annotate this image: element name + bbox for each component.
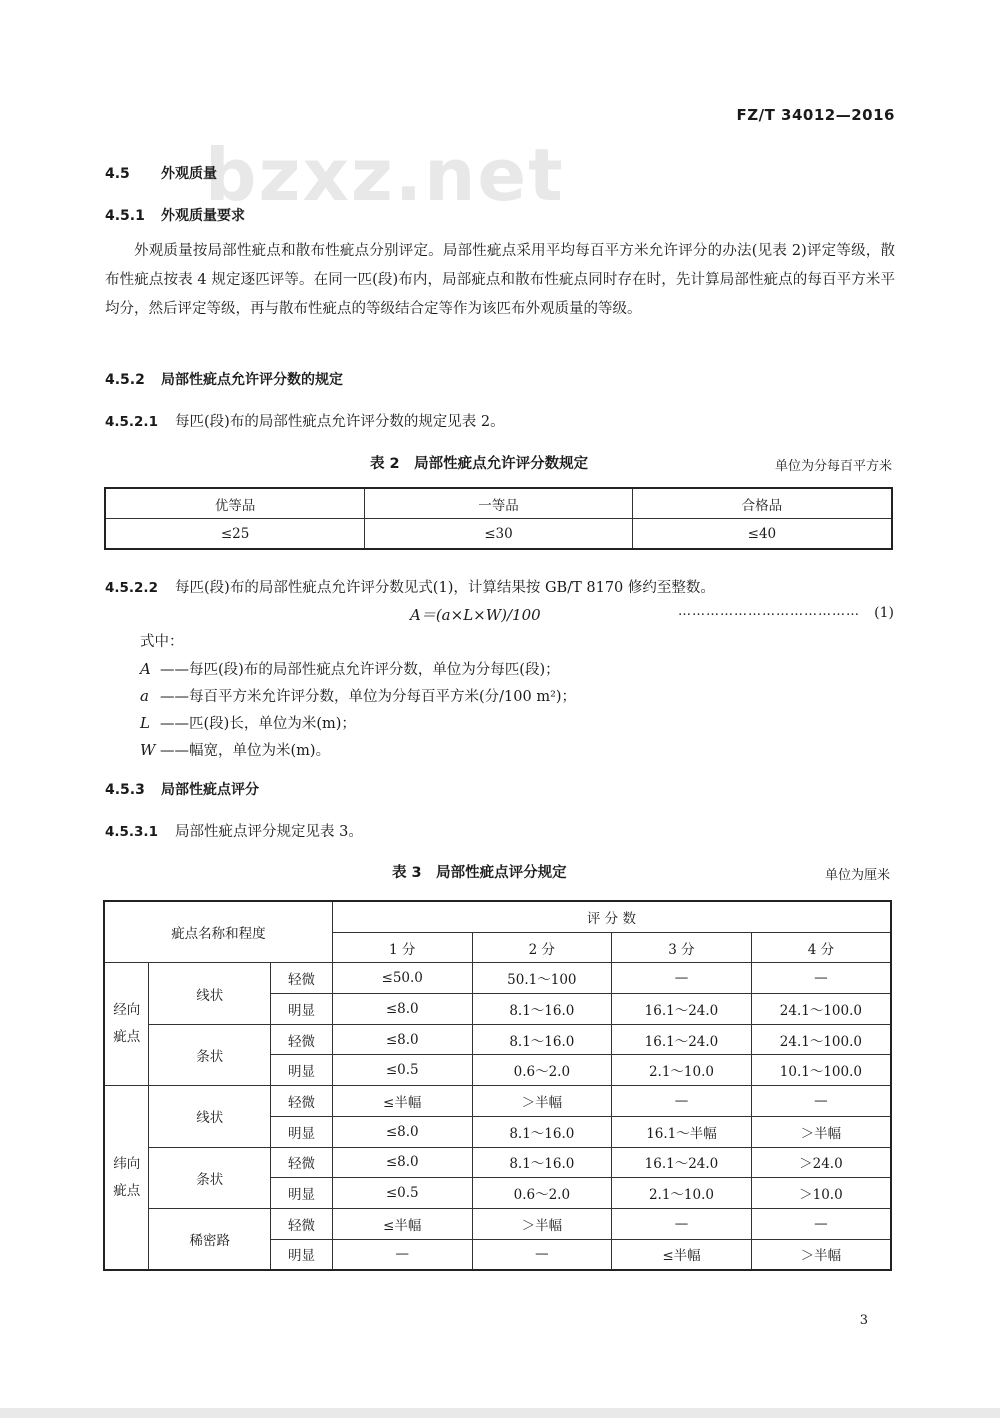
table3-score-cell: 24.1～100.0 (751, 994, 891, 1025)
section-text: 局部性疵点评分规定见表 3。 (175, 824, 363, 840)
table3-header-row (104, 901, 891, 932)
table3-degree-cell: 明显 (271, 1055, 333, 1086)
table3-score-column: 2 分 (472, 932, 612, 963)
table3-type-cell: 条状 (149, 1024, 271, 1085)
table3-score-cell: 16.1～24.0 (612, 1147, 752, 1178)
table3-score-cell: — (751, 1208, 891, 1239)
definition-symbol: A (140, 660, 151, 678)
table2-caption: 表 2 局部性疵点允许评分数规定 (370, 456, 589, 472)
section-number: 4.5.2.1 (105, 414, 158, 430)
table3-score-cell: 16.1～半幅 (612, 1116, 752, 1147)
table3-score-column: 3 分 (612, 932, 752, 963)
table3-degree-cell: 明显 (271, 1116, 333, 1147)
table3-degree-cell: 明显 (271, 1178, 333, 1209)
table3-score-cell: 2.1～10.0 (612, 1055, 752, 1086)
table3-score-cell: ＞半幅 (751, 1239, 891, 1270)
table3-score-cell: ＞半幅 (472, 1208, 612, 1239)
table3-degree-cell: 轻微 (271, 963, 333, 994)
section-text: 每匹(段)布的局部性疵点允许评分数的规定见表 2。 (175, 414, 505, 430)
section-4-5-3-heading (105, 779, 259, 799)
section-title: 局部性疵点评分 (161, 782, 259, 798)
table3-score-cell: — (332, 1239, 472, 1270)
section-text: 每匹(段)布的局部性疵点允许评分数见式(1)，计算结果按 GB/T 8170 修约至整数。 (175, 580, 715, 596)
table3-degree-cell: 轻微 (271, 1208, 333, 1239)
table3-score-header: 评 分 数 (332, 901, 891, 932)
section-number: 4.5 (105, 166, 130, 182)
page-bottom-edge (0, 1408, 1000, 1418)
table3-score-cell: 16.1～24.0 (612, 1024, 752, 1055)
table3-score-cell: ≤8.0 (332, 994, 472, 1025)
table3-group-cell: 纬向疵点 (104, 1086, 149, 1271)
definition-text: ——每百平方米允许评分数，单位为分每百平方米(分/100 m²)； (160, 689, 577, 705)
table3-score-cell: ≤8.0 (332, 1024, 472, 1055)
table3-score-cell: ＞10.0 (751, 1178, 891, 1209)
table2-header-cell: 优等品 (105, 488, 365, 519)
section-number: 4.5.2 (105, 372, 145, 388)
table3-score-cell: ≤半幅 (612, 1239, 752, 1270)
table3-score-cell: ≤0.5 (332, 1178, 472, 1209)
definition-row (140, 685, 576, 706)
section-title: 外观质量要求 (161, 208, 245, 224)
table3-score-cell: ≤半幅 (332, 1208, 472, 1239)
definition-symbol: a (140, 687, 149, 705)
section-4-5-heading (105, 163, 217, 183)
table-row (104, 1024, 891, 1055)
table3-caption: 表 3 局部性疵点评分规定 (392, 865, 567, 881)
definition-row (140, 658, 560, 679)
table3-score-cell: 8.1～16.0 (472, 1147, 612, 1178)
table3-unit: 单位为厘米 (824, 868, 890, 883)
section-title: 局部性疵点允许评分数的规定 (161, 372, 343, 388)
table3-degree-cell: 明显 (271, 994, 333, 1025)
formula-number: (1) (874, 605, 894, 621)
table3-score-cell: — (612, 1208, 752, 1239)
table3-score-cell: 8.1～16.0 (472, 1116, 612, 1147)
table3-score-cell: ≤8.0 (332, 1116, 472, 1147)
section-number: 4.5.3.1 (105, 824, 158, 840)
table2-value-cell: ≤30 (365, 519, 633, 550)
table3 (103, 900, 892, 1271)
table3-corner-header: 疵点名称和程度 (104, 901, 332, 963)
definition-row (140, 712, 356, 733)
table3-type-cell: 线状 (149, 963, 271, 1024)
table3-score-cell: — (751, 963, 891, 994)
table3-score-cell: ＞半幅 (472, 1086, 612, 1117)
table2-value-row (105, 519, 892, 550)
table3-score-cell: ≤50.0 (332, 963, 472, 994)
table3-score-cell: ≤0.5 (332, 1055, 472, 1086)
table3-score-cell: 2.1～10.0 (612, 1178, 752, 1209)
section-4-5-1-heading (105, 205, 245, 225)
table3-score-cell: 8.1～16.0 (472, 994, 612, 1025)
section-4-5-2-heading (105, 369, 343, 389)
table2-value-cell: ≤25 (105, 519, 365, 550)
table3-score-cell: ＞半幅 (751, 1116, 891, 1147)
section-number: 4.5.2.2 (105, 580, 158, 596)
table3-score-cell: 8.1～16.0 (472, 1024, 612, 1055)
where-label: 式中： (140, 634, 184, 650)
definition-symbol: W (140, 741, 156, 759)
definition-text: ——幅宽，单位为米(m)。 (160, 743, 331, 759)
formula-leader-dots: ………………………………… (678, 604, 860, 619)
table3-group-cell: 经向疵点 (104, 963, 149, 1086)
table-row (104, 1147, 891, 1178)
table3-type-cell: 条状 (149, 1147, 271, 1208)
table-row (104, 1086, 891, 1117)
section-4-5-1-paragraph: 外观质量按局部性疵点和散布性疵点分别评定。局部性疵点采用平均每百平方米允许评分的办法(见表 2)评定等级，散布性疵点按表 4 规定逐匹评等。在同一匹(段)布内，局部疵点和散布性疵点同时存在时，先计算局部性疵点的每百平方米平均分，然后评定等级，再与散布性疵点的等级结合定等作为该匹布外观质量的等级。 (105, 243, 895, 317)
table3-score-cell: 50.1～100 (472, 963, 612, 994)
table3-score-cell: — (751, 1086, 891, 1117)
table3-score-cell: 24.1～100.0 (751, 1024, 891, 1055)
table3-score-column: 1 分 (332, 932, 472, 963)
table2-value-cell: ≤40 (632, 519, 892, 550)
section-4-5-2-1 (105, 410, 505, 431)
table3-score-cell: — (612, 1086, 752, 1117)
formula: A＝(a×L×W)/100 (410, 606, 541, 624)
definition-symbol: L (140, 714, 150, 732)
table3-degree-cell: 轻微 (271, 1086, 333, 1117)
table3-score-cell: 16.1～24.0 (612, 994, 752, 1025)
table3-degree-cell: 轻微 (271, 1147, 333, 1178)
section-number: 4.5.3 (105, 782, 145, 798)
table2-header-cell: 合格品 (632, 488, 892, 519)
table3-type-cell: 线状 (149, 1086, 271, 1147)
table2-header-row (105, 488, 892, 519)
table3-score-cell: 0.6～2.0 (472, 1055, 612, 1086)
watermark: bzxz.net (205, 133, 565, 217)
table3-score-cell: ≤8.0 (332, 1147, 472, 1178)
table3-type-cell: 稀密路 (149, 1208, 271, 1270)
definition-text: ——每匹(段)布的局部性疵点允许评分数，单位为分每匹(段)； (160, 662, 560, 678)
page-number: 3 (859, 1313, 868, 1328)
table2 (104, 487, 893, 550)
table-row (104, 963, 891, 994)
table3-score-cell: ＞24.0 (751, 1147, 891, 1178)
table3-degree-cell: 轻微 (271, 1024, 333, 1055)
table3-score-cell: 0.6～2.0 (472, 1178, 612, 1209)
section-4-5-2-2 (105, 576, 715, 597)
table3-degree-cell: 明显 (271, 1239, 333, 1270)
section-4-5-3-1 (105, 820, 363, 841)
table2-header-cell: 一等品 (365, 488, 633, 519)
section-number: 4.5.1 (105, 208, 145, 224)
section-title: 外观质量 (161, 166, 217, 182)
table2-unit: 单位为分每百平方米 (774, 459, 892, 474)
table-row (104, 1208, 891, 1239)
table3-score-column: 4 分 (751, 932, 891, 963)
table3-score-cell: — (472, 1239, 612, 1270)
table3-score-cell: — (612, 963, 752, 994)
table3-score-cell: ≤半幅 (332, 1086, 472, 1117)
definition-row (140, 739, 330, 760)
table3-score-cell: 10.1～100.0 (751, 1055, 891, 1086)
definition-text: ——匹(段)长，单位为米(m)； (160, 716, 356, 732)
standard-code: FZ/T 34012—2016 (736, 106, 895, 124)
